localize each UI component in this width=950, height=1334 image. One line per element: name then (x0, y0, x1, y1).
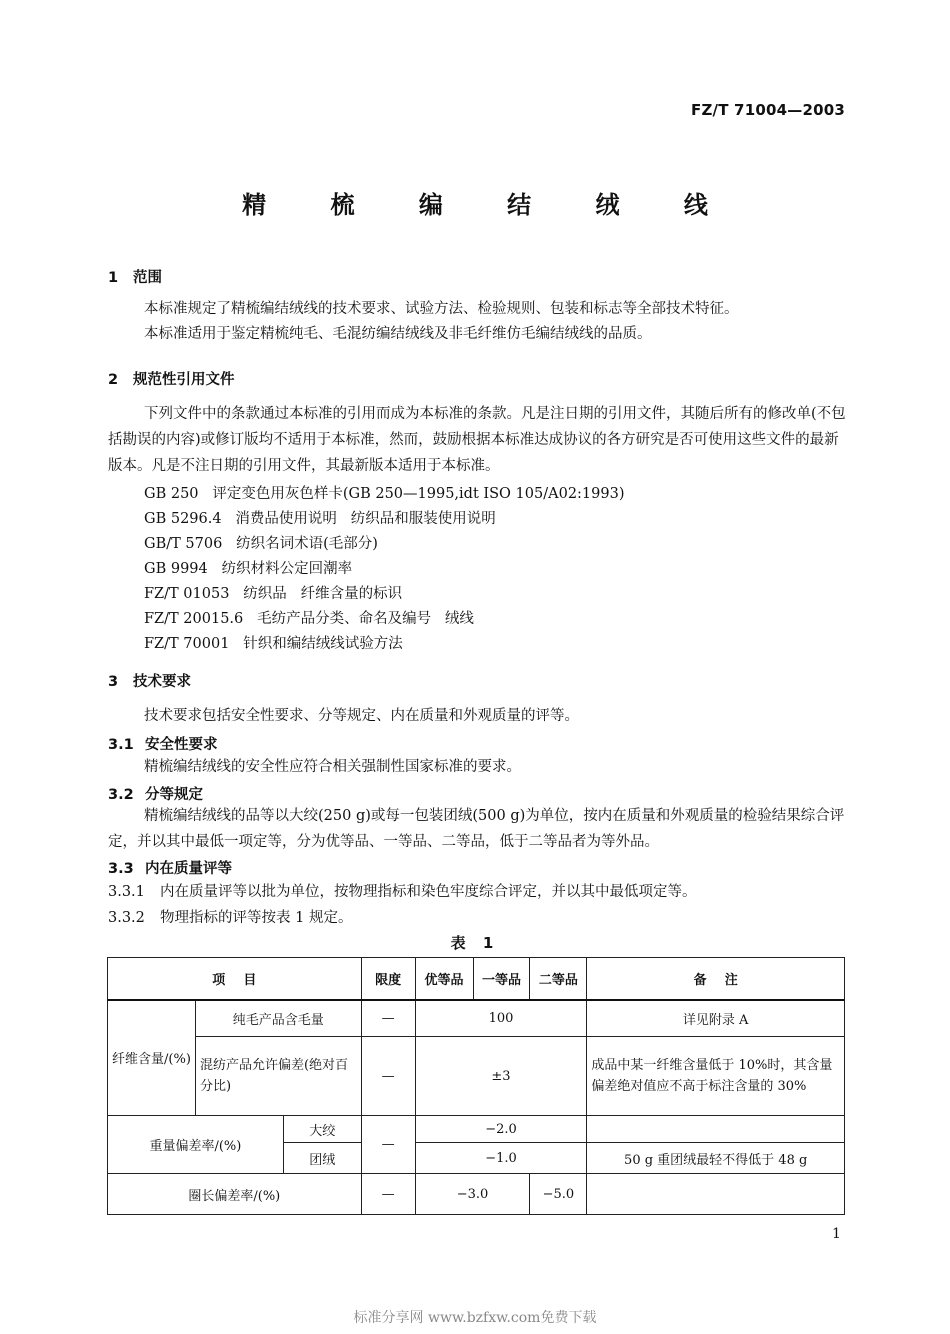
section-number: 3.1 (108, 737, 134, 753)
row-value: ±3 (415, 1037, 587, 1116)
ref-item: GB 5296.4 消费品使用说明 纺织品和服装使用说明 (144, 511, 496, 527)
section-number: 2 (108, 372, 119, 388)
section-title: 内在质量评等 (145, 861, 232, 877)
row-limit: — (361, 1000, 415, 1037)
ref-item: FZ/T 20015.6 毛纺产品分类、命名及编号 绒线 (144, 611, 474, 627)
fiber-content-label: 纤维含量/(%) (108, 1000, 196, 1116)
section-title: 安全性要求 (145, 737, 218, 753)
subsection-text: 物理指标的评等按表 1 规定。 (160, 910, 353, 926)
section-number: 1 (108, 270, 119, 286)
header-first: 一等品 (473, 958, 530, 1000)
ref-item: GB 9994 纺织材料公定回潮率 (144, 561, 353, 577)
section-2-heading (108, 368, 235, 389)
section-3-heading (108, 670, 191, 691)
row-name: 混纺产品允许偏差(绝对百分比) (195, 1037, 361, 1116)
row-note: 50 g 重团绒最轻不得低于 48 g (587, 1143, 845, 1174)
row-note (587, 1174, 845, 1215)
row-name: 纯毛产品含毛量 (195, 1000, 361, 1037)
row-note: 成品中某一纤维含量低于 10%时，其含量偏差绝对值应不高于标注含量的 30% (587, 1037, 845, 1116)
section-title: 规范性引用文件 (133, 372, 235, 388)
header-limit: 限度 (361, 958, 415, 1000)
row-value: −1.0 (415, 1143, 587, 1174)
subsection-text: 内在质量评等以批为单位，按物理指标和染色牢度综合评定，并以其中最低项定等。 (160, 884, 697, 900)
row-limit: — (361, 1116, 415, 1174)
ref-item: GB/T 5706 纺织名词术语(毛部分) (144, 536, 378, 552)
table-caption: 表 1 (450, 934, 500, 952)
document-title: 精 梳 编 结 绒 线 (242, 191, 736, 219)
section-3-3-heading (108, 857, 232, 878)
s2-paragraph: 下列文件中的条款通过本标准的引用而成为本标准的条款。凡是注日期的引用文件，其随后所有的修改单(不包括勘误的内容)或修订版均不适用于本标准，然而，鼓励根据本标准达成协议的各方研究是否可使用这些文件的最新版本。凡是不注日期的引用文件，其最新版本适用于本标准。 (108, 406, 846, 474)
section-number: 3.2 (108, 787, 134, 803)
row-value-first: −3.0 (415, 1174, 530, 1215)
row-limit: — (361, 1174, 415, 1215)
page-number: 1 (832, 1226, 841, 1242)
section-number: 3 (108, 674, 119, 690)
s3-1-text: 精梳编结绒线的安全性应符合相关强制性国家标准的要求。 (144, 759, 521, 775)
header-item: 项 目 (108, 958, 362, 1000)
section-1-heading (108, 266, 162, 287)
subsection-number: 3.3.1 (108, 884, 145, 900)
weight-deviation-label: 重量偏差率/(%) (108, 1116, 284, 1174)
physical-indicators-table (107, 957, 845, 1215)
s3-2-text: 精梳编结绒线的品等以大绞(250 g)或每一包装团绒(500 g)为单位，按内在质量和外观质量的检验结果综合评定，并以其中最低一项定等，分为优等品、一等品、二等品，低于二等品者为等外品。 (108, 808, 845, 850)
ref-item: GB 250 评定变色用灰色样卡(GB 250—1995,idt ISO 105/A02:1993) (144, 486, 625, 502)
ref-item: FZ/T 70001 针织和编结绒线试验方法 (144, 636, 403, 652)
section-3-2-heading (108, 783, 203, 804)
header-note: 备 注 (587, 958, 845, 1000)
row-note (587, 1116, 845, 1143)
s3-intro: 技术要求包括安全性要求、分等规定、内在质量和外观质量的评等。 (144, 708, 579, 724)
s1-line-1: 本标准规定了精梳编结绒线的技术要求、试验方法、检验规则、包装和标志等全部技术特征。 (144, 301, 739, 317)
row-name: 团绒 (283, 1143, 361, 1174)
row-value: −2.0 (415, 1116, 587, 1143)
section-title: 分等规定 (145, 787, 203, 803)
row-limit: — (361, 1037, 415, 1116)
s3-3-2-text (108, 906, 352, 927)
s1-line-2: 本标准适用于鉴定精梳纯毛、毛混纺编结绒线及非毛纤维仿毛编结绒线的品质。 (144, 326, 652, 342)
header-second: 二等品 (530, 958, 587, 1000)
section-title: 范围 (133, 270, 162, 286)
standard-code: FZ/T 71004—2003 (691, 101, 845, 119)
ref-item: FZ/T 01053 纺织品 纤维含量的标识 (144, 586, 403, 602)
row-value-second: −5.0 (530, 1174, 587, 1215)
section-title: 技术要求 (133, 674, 191, 690)
row-name: 圈长偏差率/(%) (108, 1174, 362, 1215)
watermark: 标准分享网 www.bzfxw.com免费下载 (353, 1310, 597, 1326)
section-3-1-heading (108, 733, 218, 754)
row-value: 100 (415, 1000, 587, 1037)
s3-3-1-text (108, 880, 697, 901)
row-name: 大绞 (283, 1116, 361, 1143)
section-number: 3.3 (108, 861, 134, 877)
row-note: 详见附录 A (587, 1000, 845, 1037)
subsection-number: 3.3.2 (108, 910, 145, 926)
header-excellent: 优等品 (415, 958, 473, 1000)
